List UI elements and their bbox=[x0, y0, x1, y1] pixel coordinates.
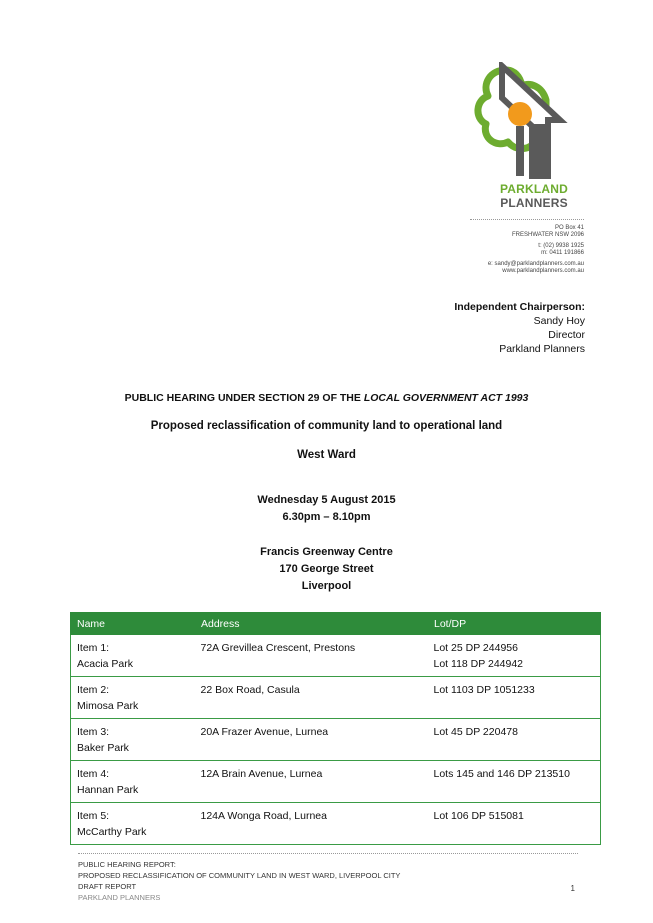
park-name: McCarthy Park bbox=[77, 826, 147, 838]
parkland-planners-logo bbox=[470, 62, 584, 274]
footer-line4: PARKLAND PLANNERS bbox=[78, 893, 161, 902]
item-name-cell bbox=[71, 761, 195, 803]
hearing-datetime bbox=[0, 492, 653, 526]
hearing-title-prefix: PUBLIC HEARING UNDER SECTION 29 OF THE bbox=[124, 392, 364, 404]
park-name: Mimosa Park bbox=[77, 700, 139, 712]
chairperson-role: Director bbox=[548, 329, 585, 341]
item-number: Item 1: bbox=[77, 642, 110, 654]
contact-divider bbox=[470, 219, 584, 220]
venue-street: 170 George Street bbox=[279, 563, 374, 575]
item-address-cell: 72A Grevillea Crescent, Prestons bbox=[195, 635, 428, 677]
hearing-time: 6.30pm – 8.10pm bbox=[282, 511, 371, 523]
logo-name-line1: PARKLAND bbox=[499, 182, 569, 196]
venue-suburb: Liverpool bbox=[301, 580, 352, 592]
table-row bbox=[71, 719, 601, 761]
website: www.parklandplanners.com.au bbox=[502, 268, 584, 274]
land-items-table bbox=[70, 612, 601, 845]
logo-contact-block bbox=[470, 219, 584, 275]
column-header-lotdp: Lot/DP bbox=[428, 613, 601, 635]
page-number: 1 bbox=[570, 884, 575, 893]
hearing-subtitle: Proposed reclassification of community land to operational land bbox=[150, 420, 503, 432]
park-name: Hannan Park bbox=[77, 784, 139, 796]
park-name: Acacia Park bbox=[77, 658, 134, 670]
item-number: Item 2: bbox=[77, 684, 110, 696]
table-header-row bbox=[71, 613, 601, 635]
chairperson-organisation: Parkland Planners bbox=[499, 343, 585, 355]
item-name-cell bbox=[71, 803, 195, 845]
footer-divider bbox=[78, 853, 578, 854]
footer-line1: PUBLIC HEARING REPORT: bbox=[78, 860, 176, 869]
item-address-cell: 20A Frazer Avenue, Lurnea bbox=[195, 719, 428, 761]
hearing-venue bbox=[0, 544, 653, 595]
venue-name: Francis Greenway Centre bbox=[260, 546, 393, 558]
chairperson-heading: Independent Chairperson: bbox=[454, 301, 585, 313]
column-header-name: Name bbox=[71, 613, 195, 635]
mobile-number: m: 0411 191866 bbox=[541, 250, 584, 256]
item-lot-cell: Lot 106 DP 515081 bbox=[428, 803, 601, 845]
item-address-cell: 12A Brain Avenue, Lurnea bbox=[195, 761, 428, 803]
item-number: Item 5: bbox=[77, 810, 110, 822]
hearing-title bbox=[0, 392, 653, 404]
address-line2: FRESHWATER NSW 2096 bbox=[511, 232, 584, 238]
phone-number: t: (02) 9938 1925 bbox=[538, 243, 584, 249]
item-number: Item 4: bbox=[77, 768, 110, 780]
footer-line3: DRAFT REPORT bbox=[78, 882, 137, 891]
footer-line2: PROPOSED RECLASSIFICATION OF COMMUNITY LAND IN WEST WARD, LIVERPOOL CITY bbox=[78, 871, 401, 880]
table-row bbox=[71, 635, 601, 677]
item-lot-cell: Lots 145 and 146 DP 213510 bbox=[428, 761, 601, 803]
item-number: Item 3: bbox=[77, 726, 110, 738]
item-lot-cell: Lot 45 DP 220478 bbox=[428, 719, 601, 761]
chairperson-name: Sandy Hoy bbox=[533, 315, 585, 327]
item-name-cell bbox=[71, 677, 195, 719]
table-row bbox=[71, 677, 601, 719]
item-name-cell bbox=[71, 635, 195, 677]
logo-name-line2: PLANNERS bbox=[500, 196, 568, 210]
chairperson-block bbox=[454, 300, 585, 356]
item-lot-cell: Lot 1103 DP 1051233 bbox=[428, 677, 601, 719]
hearing-date: Wednesday 5 August 2015 bbox=[257, 494, 396, 506]
lot-dp: Lot 25 DP 244956 bbox=[433, 642, 518, 654]
house-tree-logo-icon bbox=[472, 62, 580, 180]
item-lot-cell bbox=[428, 635, 601, 677]
column-header-address: Address bbox=[195, 613, 428, 635]
page-footer bbox=[78, 853, 578, 903]
table-row bbox=[71, 761, 601, 803]
item-name-cell bbox=[71, 719, 195, 761]
hearing-title-act: LOCAL GOVERNMENT ACT 1993 bbox=[363, 392, 529, 404]
table-row bbox=[71, 803, 601, 845]
item-address-cell: 22 Box Road, Casula bbox=[195, 677, 428, 719]
park-name: Baker Park bbox=[77, 742, 129, 754]
email-address: e: sandy@parklandplanners.com.au bbox=[487, 261, 584, 267]
item-address-cell: 124A Wonga Road, Lurnea bbox=[195, 803, 428, 845]
ward-name: West Ward bbox=[297, 449, 356, 461]
address-line1: PO Box 41 bbox=[554, 225, 584, 231]
lot-dp: Lot 118 DP 244942 bbox=[433, 658, 524, 670]
